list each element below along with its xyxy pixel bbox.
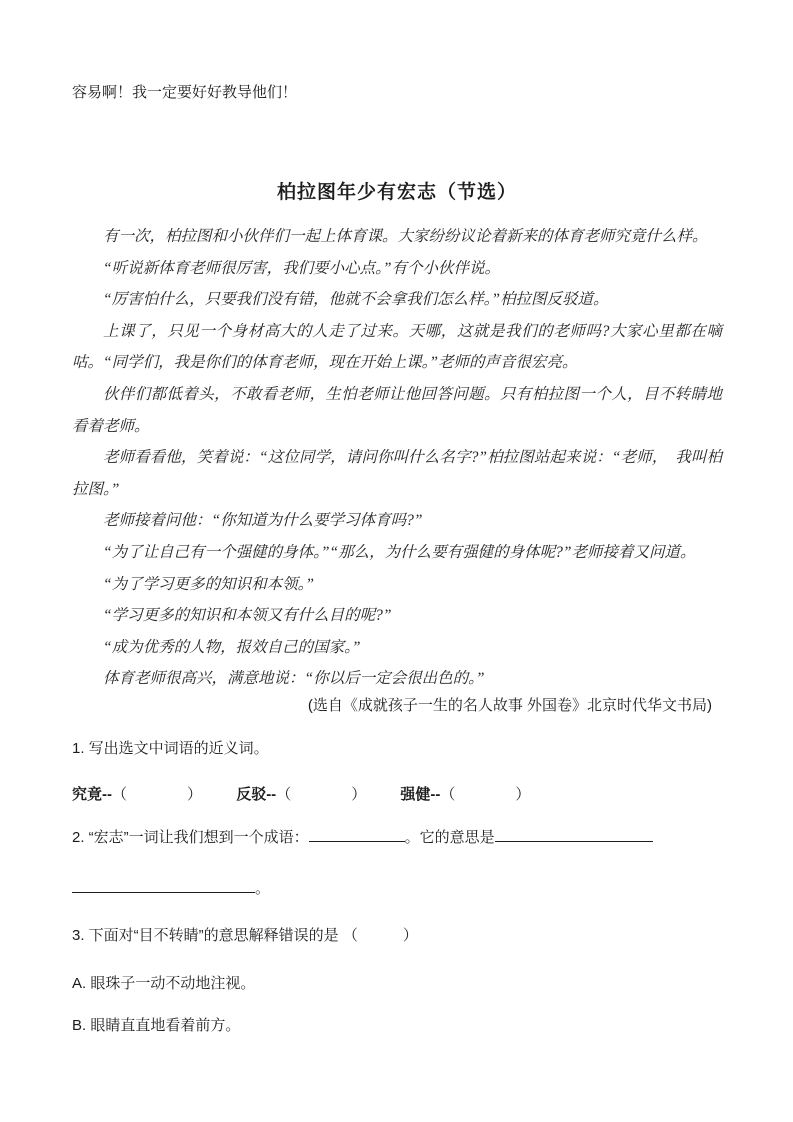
passage-paragraph: 体育老师很高兴，满意地说：“你以后一定会很出色的。” <box>103 670 485 688</box>
synonym-item-fanbo <box>236 786 370 803</box>
passage-title: 柏拉图年少有宏志（节选） <box>276 182 517 203</box>
answer-blank-meaning-1 <box>495 826 653 842</box>
answer-blank-idiom <box>309 826 405 842</box>
passage-paragraph: 伙伴们都低着头，不敢看老师，生怕老师让他回答问题。只有柏拉图一个人，目不转睛地看着老师。 <box>72 385 722 435</box>
passage-paragraph: “为了让自己有一个强健的身体。”“那么，为什么要有强健的身体呢?”老师接着又问道。 <box>103 543 696 561</box>
passage-paragraph: 老师看看他，笑着说：“这位同学，请问你叫什么名字?”柏拉图站起来说：“老师， 我叫柏拉图。” <box>72 449 722 498</box>
question-3-option-a: A. 眼珠子一动不动地注视。 <box>72 974 256 992</box>
synonym-answer-paren: （ ） <box>276 785 367 803</box>
synonym-word: 强健-- <box>400 785 441 803</box>
synonym-word: 反驳-- <box>236 785 277 803</box>
question-2-text-1: 2. “宏志”一词让我们想到一个成语： <box>72 828 309 846</box>
passage-body <box>72 221 722 695</box>
synonym-item-qiangjian <box>400 786 530 803</box>
passage-paragraph: 老师接着问他：“你知道为什么要学习体育吗?” <box>103 512 423 530</box>
intro-text: 容易啊！我一定要好好教导他们！ <box>72 84 298 101</box>
passage-paragraph: “听说新体育老师很厉害，我们要小心点。”有个小伙伴说。 <box>103 259 500 277</box>
synonym-word: 究竟-- <box>72 785 112 803</box>
question-1-items <box>72 784 722 805</box>
passage-paragraph: “学习更多的知识和本领又有什么目的呢?” <box>103 607 392 625</box>
synonym-item-jiujing <box>72 786 206 803</box>
passage-source: (选自《成就孩子一生的名人故事 外国卷》北京时代华文书局) <box>307 696 712 714</box>
question-2-continued <box>72 877 722 899</box>
synonym-answer-paren: （ ） <box>112 785 203 803</box>
passage-paragraph: “厉害怕什么，只要我们没有错，他就不会拿我们怎么样。”柏拉图反驳道。 <box>103 291 609 309</box>
passage-paragraph: 上课了，只见一个身材高大的人走了过来。天哪，这就是我们的老师吗?大家心里都在嘀咕。“同学们，我是你们的体育老师，现在开始上课。”老师的声音很宏亮。 <box>72 322 722 372</box>
question-2-text-3: 。 <box>255 879 271 897</box>
question-3-option-b: B. 眼睛直直地看着前方。 <box>72 1016 241 1034</box>
question-1-stem: 1. 写出选文中词语的近义词。 <box>72 739 269 757</box>
question-2 <box>72 826 722 848</box>
question-3-stem <box>72 925 722 946</box>
passage-paragraph: 有一次，柏拉图和小伙伴们一起上体育课。大家纷纷议论着新来的体育老师究竟什么样。 <box>103 228 708 245</box>
synonym-answer-paren: （ ） <box>440 785 531 803</box>
answer-blank-meaning-2 <box>72 877 255 893</box>
passage-paragraph: “成为优秀的人物，报效自己的国家。” <box>103 638 361 656</box>
question-2-text-2: 。它的意思是 <box>404 828 495 846</box>
question-3-text: 3. 下面对“目不转睛”的意思解释错误的是 <box>72 926 339 944</box>
answer-paren-q3: （ ） <box>342 926 418 944</box>
passage-paragraph: “为了学习更多的知识和本领。” <box>103 575 314 593</box>
